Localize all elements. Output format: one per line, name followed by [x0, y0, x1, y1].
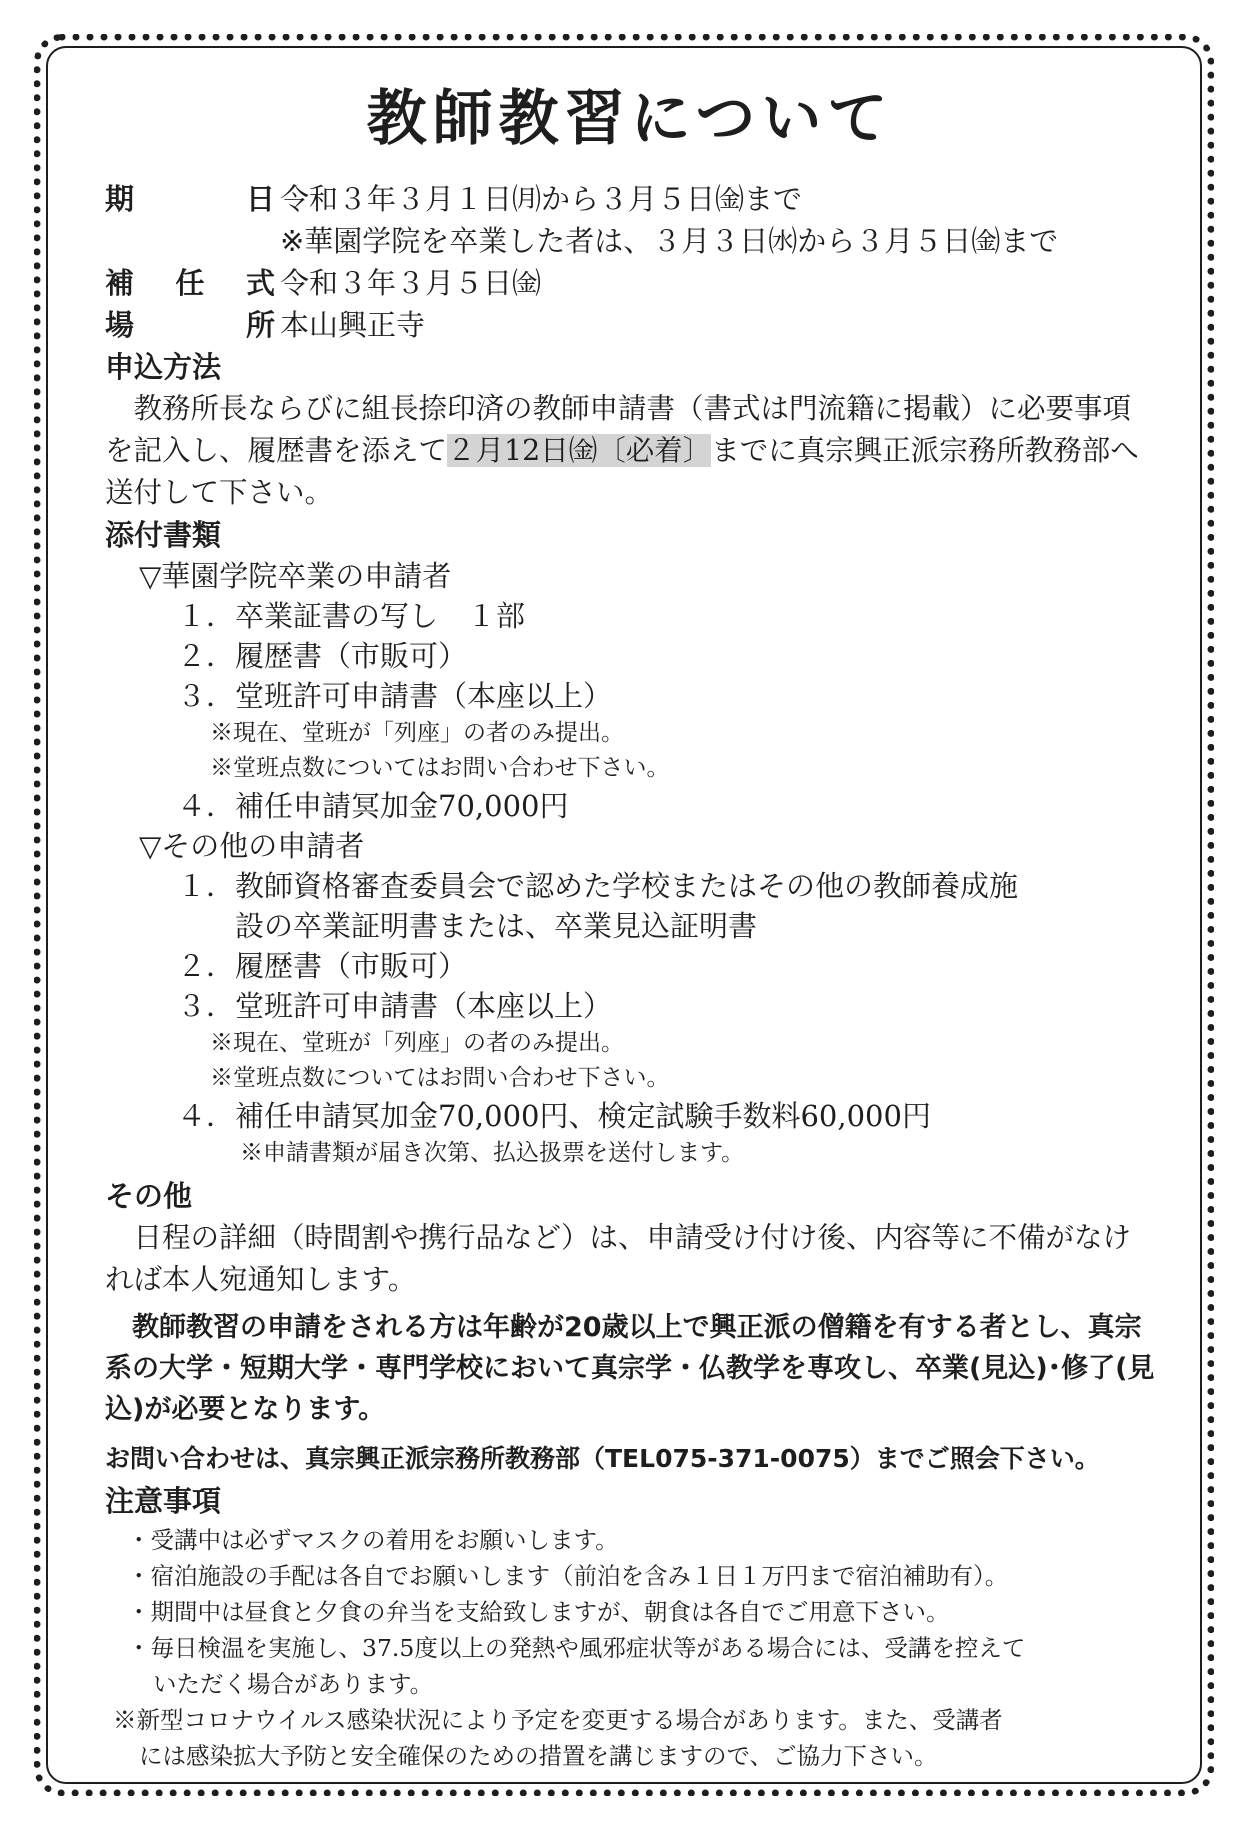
- ceremony-label: 補 任 式: [105, 266, 275, 300]
- caution-item: ・宿泊施設の手配は各自でお願いします（前泊を含み１日１万円まで宿泊補助有）。: [127, 1562, 1009, 1590]
- place-value: 本山興正寺: [280, 308, 426, 342]
- notice-content: [105, 82, 1155, 1774]
- caution-item: ・受講中は必ずマスクの着用をお願いします。: [127, 1526, 619, 1554]
- eligibility-text: 教師教習の申請をされる方は年齢が20歳以上で興正派の僧籍を有する者とし、真宗系の大学・短期大学・専門学校において真宗学・仏教学を専攻し、卒業(見込)･修了(見込)が必要となります。: [105, 1312, 1155, 1425]
- schedule-date-row: [105, 178, 1155, 262]
- list-note: ※申請書類が届き次第、払込扱票を送付します。: [240, 1140, 745, 1166]
- application-heading: 申込方法: [105, 350, 222, 384]
- ceremony-value: 令和３年３月５日㈮: [280, 266, 542, 300]
- list-note: ※現在、堂班が「列座」の者のみ提出。: [210, 1030, 624, 1056]
- place-label: 場 所: [105, 308, 275, 342]
- list-item: ２．履歴書（市販可）: [177, 639, 468, 673]
- list-item: ２．履歴書（市販可）: [177, 949, 468, 983]
- caution-item: ・毎日検温を実施し、37.5度以上の発熱や風邪症状等がある場合には、受講を控えて いただく場合があります。: [127, 1634, 1026, 1698]
- application-text: 教務所長ならびに組長捺印済の教師申請書（書式は門流籍に掲載）に必要事項を記入し、履歴書を添えて２月12日㈮〔必着〕までに真宗興正派宗務所教務部へ送付して下さい。: [105, 392, 1139, 509]
- list-note: ※堂班点数についてはお問い合わせ下さい。: [210, 755, 670, 781]
- date-value: 令和３年３月１日㈪から３月５日㈮まで ※華園学院を卒業した者は、３月３日㈬から３月５日㈮まで: [280, 182, 1059, 258]
- deadline-highlight: ２月12日㈮〔必着〕: [447, 434, 712, 467]
- list-item: １．教師資格審査委員会で認めた学校またはその他の教師養成施 設の卒業証明書または、卒業見込証明書: [177, 869, 1019, 943]
- list-item: １．卒業証書の写し １部: [177, 599, 526, 633]
- list-note: ※堂班点数についてはお問い合わせ下さい。: [210, 1065, 670, 1091]
- schedule-place-row: [105, 304, 1155, 346]
- group-title-kaen: ▽華園学院卒業の申請者: [139, 559, 452, 593]
- date-note: ※華園学院を卒業した者は、３月３日㈬から３月５日㈮まで: [280, 224, 1059, 258]
- schedule-ceremony-row: [105, 262, 1155, 304]
- other-heading: その他: [105, 1179, 193, 1213]
- covid-notice: ※新型コロナウイルス感染状況により予定を変更する場合があります。また、受講者 には感染拡大予防と安全確保のための措置を講じますので、ご協力下さい。: [113, 1706, 1003, 1770]
- list-item: ４．補任申請冥加金70,000円、検定試験手数料60,000円: [177, 1099, 931, 1133]
- list-item: ４．補任申請冥加金70,000円: [177, 789, 569, 823]
- other-text: 日程の詳細（時間割や携行品など）は、申請受け付け後、内容等に不備がなければ本人宛通知します。: [105, 1221, 1132, 1296]
- attachments-heading: 添付書類: [105, 518, 222, 552]
- list-note: ※現在、堂班が「列座」の者のみ提出。: [210, 720, 624, 746]
- list-item: ３．堂班許可申請書（本座以上）: [177, 989, 613, 1023]
- page-title: 教師教習について: [366, 84, 894, 154]
- contact-text: お問い合わせは、真宗興正派宗務所教務部（TEL075-371-0075）までご照会下さい。: [105, 1444, 1100, 1473]
- list-item: ３．堂班許可申請書（本座以上）: [177, 679, 613, 713]
- caution-item: ・期間中は昼食と夕食の弁当を支給致しますが、朝食は各自でご用意下さい。: [127, 1598, 950, 1626]
- date-label: 期 日: [105, 182, 275, 216]
- group-title-other: ▽その他の申請者: [139, 829, 365, 863]
- cautions-heading: 注意事項: [105, 1484, 222, 1518]
